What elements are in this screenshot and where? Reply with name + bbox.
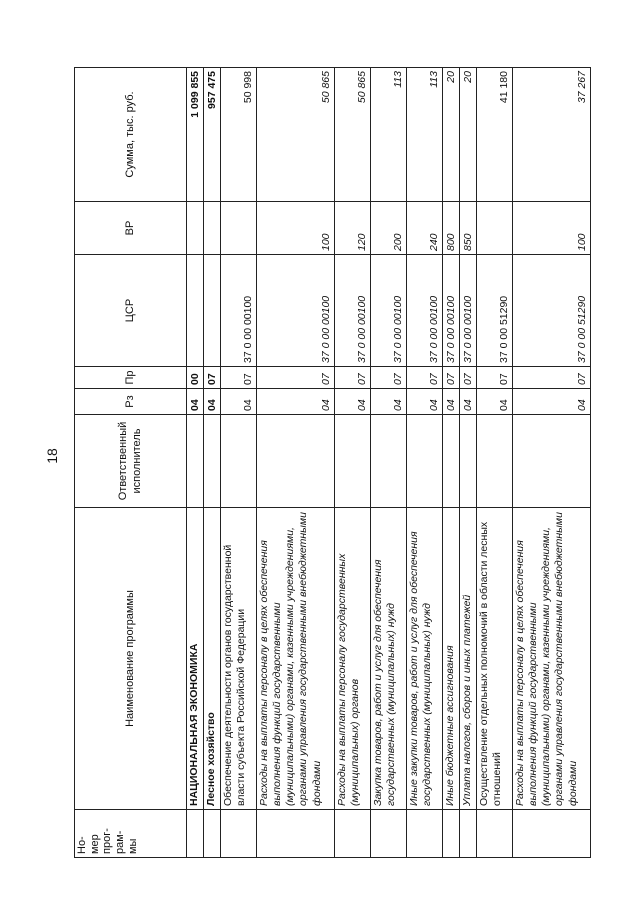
- cell-num: [371, 810, 407, 858]
- cell-num: [460, 810, 477, 858]
- cell-exec: [477, 415, 513, 508]
- cell-sum: 50 865: [257, 68, 335, 202]
- cell-exec: [257, 415, 335, 508]
- cell-sum: 50 865: [335, 68, 371, 202]
- table-row: [204, 68, 221, 858]
- header-pr: Пр: [75, 367, 187, 389]
- header-name: Наименование программы: [75, 508, 187, 810]
- table-row: [513, 68, 591, 858]
- cell-vr: 100: [513, 202, 591, 255]
- cell-sum: 957 475: [204, 68, 221, 202]
- cell-num: [335, 810, 371, 858]
- cell-csr: 37 0 00 00100: [443, 255, 460, 367]
- cell-name: Уплата налогов, сборов и иных платежей: [460, 508, 477, 810]
- cell-vr: [187, 202, 204, 255]
- cell-rz: 04: [335, 389, 371, 415]
- cell-pr: 07: [371, 367, 407, 389]
- cell-csr: 37 0 00 00100: [221, 255, 257, 367]
- cell-sum: 113: [407, 68, 443, 202]
- cell-name: Закупка товаров, работ и услуг для обеспечения государственных (муниципальных) нужд: [371, 508, 407, 810]
- cell-name: НАЦИОНАЛЬНАЯ ЭКОНОМИКА: [187, 508, 204, 810]
- cell-exec: [335, 415, 371, 508]
- table-row: [443, 68, 460, 858]
- cell-csr: 37 0 00 00100: [460, 255, 477, 367]
- cell-rz: 04: [477, 389, 513, 415]
- cell-rz: 04: [204, 389, 221, 415]
- cell-pr: 07: [513, 367, 591, 389]
- cell-num: [221, 810, 257, 858]
- cell-pr: 07: [335, 367, 371, 389]
- cell-vr: [477, 202, 513, 255]
- cell-exec: [407, 415, 443, 508]
- rotated-page: [74, 68, 588, 858]
- header-exec: Ответственный исполнитель: [75, 415, 187, 508]
- cell-vr: [221, 202, 257, 255]
- cell-num: [204, 810, 221, 858]
- header-vr: ВР: [75, 202, 187, 255]
- cell-pr: 07: [477, 367, 513, 389]
- cell-vr: [204, 202, 221, 255]
- cell-vr: 100: [257, 202, 335, 255]
- cell-exec: [443, 415, 460, 508]
- cell-csr: 37 0 00 00100: [371, 255, 407, 367]
- cell-name: Расходы на выплаты персоналу в целях обеспечения выполнения функций государственными (муниципальными) органами, казенными учреждениями, органами управления государственными внебюджетными фондами: [513, 508, 591, 810]
- cell-exec: [371, 415, 407, 508]
- cell-csr: [187, 255, 204, 367]
- cell-pr: 07: [460, 367, 477, 389]
- cell-vr: 800: [443, 202, 460, 255]
- cell-name: Иные закупки товаров, работ и услуг для обеспечения государственных (муниципальных) нужд: [407, 508, 443, 810]
- cell-sum: 20: [443, 68, 460, 202]
- cell-csr: [204, 255, 221, 367]
- cell-sum: 20: [460, 68, 477, 202]
- cell-rz: 04: [443, 389, 460, 415]
- table-row: [477, 68, 513, 858]
- cell-name: Расходы на выплаты персоналу государственных (муниципальных) органов: [335, 508, 371, 810]
- cell-name: Расходы на выплаты персоналу в целях обеспечения выполнения функций государственными (муниципальными) органами, казенными учреждениями, органами управления государственными внебюджетными фондами: [257, 508, 335, 810]
- header-num: Но- мер прог- рам- мы: [75, 810, 187, 858]
- cell-num: [187, 810, 204, 858]
- cell-pr: 07: [443, 367, 460, 389]
- cell-csr: 37 0 00 00100: [257, 255, 335, 367]
- cell-csr: 37 0 00 00100: [335, 255, 371, 367]
- cell-sum: 1 099 855: [187, 68, 204, 202]
- cell-pr: 07: [257, 367, 335, 389]
- cell-sum: 50 998: [221, 68, 257, 202]
- cell-name: Лесное хозяйство: [204, 508, 221, 810]
- cell-pr: 00: [187, 367, 204, 389]
- table-row: [221, 68, 257, 858]
- table-row: [407, 68, 443, 858]
- cell-num: [513, 810, 591, 858]
- cell-sum: 113: [371, 68, 407, 202]
- cell-sum: 37 267: [513, 68, 591, 202]
- table-row: [335, 68, 371, 858]
- table-row: [460, 68, 477, 858]
- cell-vr: 200: [371, 202, 407, 255]
- table-row: [187, 68, 204, 858]
- cell-pr: 07: [407, 367, 443, 389]
- budget-table: [74, 67, 591, 858]
- cell-num: [443, 810, 460, 858]
- header-sum: Сумма, тыс. руб.: [75, 68, 187, 202]
- cell-csr: 37 0 00 51290: [477, 255, 513, 367]
- cell-name: Иные бюджетные ассигнования: [443, 508, 460, 810]
- cell-rz: 04: [407, 389, 443, 415]
- cell-vr: 850: [460, 202, 477, 255]
- cell-vr: 120: [335, 202, 371, 255]
- cell-num: [477, 810, 513, 858]
- header-row: [75, 68, 187, 858]
- cell-csr: 37 0 00 51290: [513, 255, 591, 367]
- cell-num: [407, 810, 443, 858]
- cell-exec: [460, 415, 477, 508]
- cell-rz: 04: [257, 389, 335, 415]
- cell-csr: 37 0 00 00100: [407, 255, 443, 367]
- header-csr: ЦСР: [75, 255, 187, 367]
- cell-exec: [204, 415, 221, 508]
- cell-rz: 04: [513, 389, 591, 415]
- table-row: [257, 68, 335, 858]
- cell-pr: 07: [221, 367, 257, 389]
- cell-name: Обеспечение деятельности органов государственной власти субъекта Российской Федерации: [221, 508, 257, 810]
- cell-exec: [221, 415, 257, 508]
- cell-vr: 240: [407, 202, 443, 255]
- page-number: 18: [44, 448, 60, 464]
- cell-rz: 04: [371, 389, 407, 415]
- cell-num: [257, 810, 335, 858]
- cell-rz: 04: [187, 389, 204, 415]
- cell-pr: 07: [204, 367, 221, 389]
- cell-rz: 04: [221, 389, 257, 415]
- header-rz: Рз: [75, 389, 187, 415]
- cell-sum: 41 180: [477, 68, 513, 202]
- cell-rz: 04: [460, 389, 477, 415]
- cell-exec: [187, 415, 204, 508]
- table-row: [371, 68, 407, 858]
- cell-exec: [513, 415, 591, 508]
- cell-name: Осуществление отдельных полномочий в области лесных отношений: [477, 508, 513, 810]
